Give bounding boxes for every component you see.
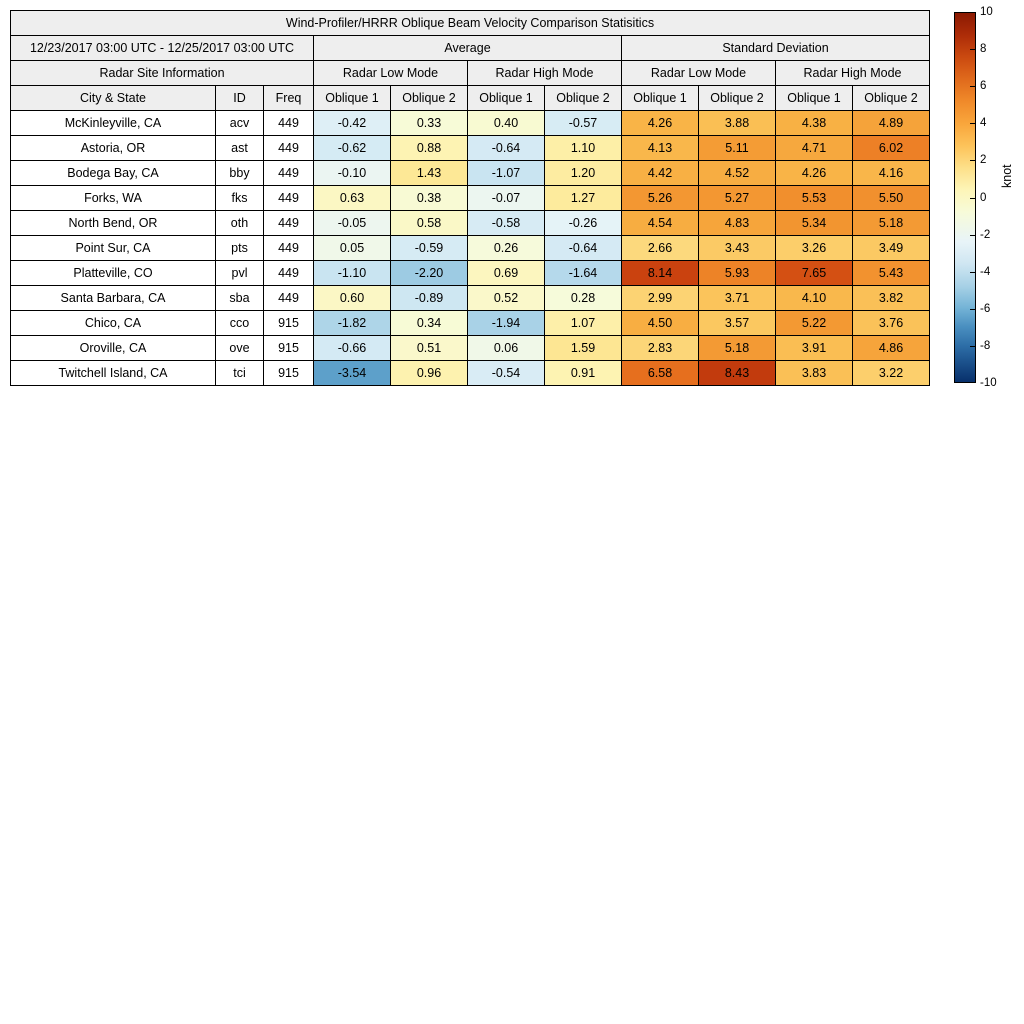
cell-id: acv — [216, 111, 264, 136]
cell-value: 0.51 — [391, 336, 468, 361]
colorbar-label: knot — [1000, 164, 1014, 188]
cell-value: 3.83 — [776, 361, 853, 386]
cell-value: -0.07 — [468, 186, 545, 211]
cell-value: 4.71 — [776, 136, 853, 161]
cell-value: 0.05 — [314, 236, 391, 261]
cell-value: -2.20 — [391, 261, 468, 286]
colorbar-tick-label: -8 — [980, 339, 991, 352]
cell-value: -0.59 — [391, 236, 468, 261]
table-row — [11, 161, 930, 186]
colorbar-tick-label: -6 — [980, 302, 991, 315]
cell-value: 5.18 — [853, 211, 930, 236]
colorbar — [954, 6, 1014, 390]
cell-value: 0.34 — [391, 311, 468, 336]
colorbar-tick-label: 2 — [980, 154, 987, 167]
cell-freq: 449 — [264, 236, 314, 261]
cell-freq: 915 — [264, 361, 314, 386]
table-row — [11, 311, 930, 336]
column-header-avg-high-o2: Oblique 2 — [545, 86, 622, 111]
cell-value: -0.26 — [545, 211, 622, 236]
colorbar-tick-label: 6 — [980, 80, 987, 93]
colorbar-tick-mark — [970, 309, 975, 310]
cell-value: 0.60 — [314, 286, 391, 311]
cell-value: 4.50 — [622, 311, 699, 336]
cell-city: Oroville, CA — [11, 336, 216, 361]
cell-value: 0.69 — [468, 261, 545, 286]
cell-id: ast — [216, 136, 264, 161]
column-header-sd-low-o2: Oblique 2 — [699, 86, 776, 111]
cell-value: 1.20 — [545, 161, 622, 186]
colorbar-tick-label: 8 — [980, 43, 987, 56]
cell-value: 4.26 — [776, 161, 853, 186]
mode-header-sd-low: Radar Low Mode — [622, 61, 776, 86]
cell-value: 2.99 — [622, 286, 699, 311]
cell-value: 0.33 — [391, 111, 468, 136]
colorbar-tick-mark — [970, 272, 975, 273]
cell-id: ove — [216, 336, 264, 361]
cell-value: -0.05 — [314, 211, 391, 236]
cell-value: 0.40 — [468, 111, 545, 136]
cell-value: 5.11 — [699, 136, 776, 161]
table-row — [11, 111, 930, 136]
table-group-header-row — [11, 36, 930, 61]
cell-value: 4.10 — [776, 286, 853, 311]
table-row — [11, 136, 930, 161]
colorbar-tick-mark — [970, 49, 975, 50]
cell-value: -0.62 — [314, 136, 391, 161]
cell-value: -1.82 — [314, 311, 391, 336]
cell-value: 4.52 — [699, 161, 776, 186]
cell-value: -0.66 — [314, 336, 391, 361]
time-period-label: 12/23/2017 03:00 UTC - 12/25/2017 03:00 UTC — [11, 36, 314, 61]
cell-value: -1.10 — [314, 261, 391, 286]
cell-value: 5.27 — [699, 186, 776, 211]
cell-value: 1.07 — [545, 311, 622, 336]
cell-id: fks — [216, 186, 264, 211]
cell-value: 1.43 — [391, 161, 468, 186]
cell-value: -1.07 — [468, 161, 545, 186]
cell-value: 5.43 — [853, 261, 930, 286]
cell-value: 4.42 — [622, 161, 699, 186]
cell-value: 3.22 — [853, 361, 930, 386]
cell-id: oth — [216, 211, 264, 236]
cell-city: Astoria, OR — [11, 136, 216, 161]
cell-freq: 449 — [264, 261, 314, 286]
cell-value: 3.71 — [699, 286, 776, 311]
cell-value: 4.83 — [699, 211, 776, 236]
cell-value: 3.57 — [699, 311, 776, 336]
cell-value: 3.76 — [853, 311, 930, 336]
table-column-header-row — [11, 86, 930, 111]
cell-value: -0.58 — [468, 211, 545, 236]
cell-value: 0.52 — [468, 286, 545, 311]
cell-value: 3.43 — [699, 236, 776, 261]
cell-value: 3.91 — [776, 336, 853, 361]
cell-city: Twitchell Island, CA — [11, 361, 216, 386]
colorbar-tick-mark — [970, 198, 975, 199]
column-header-sd-low-o1: Oblique 1 — [622, 86, 699, 111]
column-header-city: City & State — [11, 86, 216, 111]
column-header-avg-low-o1: Oblique 1 — [314, 86, 391, 111]
cell-freq: 449 — [264, 136, 314, 161]
colorbar-tick-label: -10 — [980, 377, 997, 389]
column-header-avg-low-o2: Oblique 2 — [391, 86, 468, 111]
cell-value: 0.26 — [468, 236, 545, 261]
cell-value: 8.43 — [699, 361, 776, 386]
cell-value: 3.26 — [776, 236, 853, 261]
column-header-id: ID — [216, 86, 264, 111]
colorbar-tick-label: -4 — [980, 265, 991, 278]
cell-value: -0.42 — [314, 111, 391, 136]
cell-value: 6.02 — [853, 136, 930, 161]
colorbar-tick-mark — [970, 235, 975, 236]
cell-value: 0.88 — [391, 136, 468, 161]
cell-value: 4.38 — [776, 111, 853, 136]
cell-city: Bodega Bay, CA — [11, 161, 216, 186]
colorbar-tick-label: -2 — [980, 228, 991, 241]
cell-id: pvl — [216, 261, 264, 286]
colorbar-tick-label: 10 — [980, 6, 993, 18]
column-header-sd-high-o1: Oblique 1 — [776, 86, 853, 111]
colorbar-tick-mark — [970, 123, 975, 124]
cell-value: 5.50 — [853, 186, 930, 211]
cell-value: 4.26 — [622, 111, 699, 136]
cell-value: 2.83 — [622, 336, 699, 361]
mode-header-avg-high: Radar High Mode — [468, 61, 622, 86]
mode-header-avg-low: Radar Low Mode — [314, 61, 468, 86]
cell-value: 7.65 — [776, 261, 853, 286]
cell-id: tci — [216, 361, 264, 386]
cell-value: -0.54 — [468, 361, 545, 386]
table-mode-header-row — [11, 61, 930, 86]
cell-value: 4.16 — [853, 161, 930, 186]
cell-value: 0.58 — [391, 211, 468, 236]
cell-value: 8.14 — [622, 261, 699, 286]
cell-value: -1.94 — [468, 311, 545, 336]
cell-value: 5.34 — [776, 211, 853, 236]
cell-value: 5.18 — [699, 336, 776, 361]
cell-city: North Bend, OR — [11, 211, 216, 236]
table-title-row — [11, 11, 930, 36]
cell-value: -3.54 — [314, 361, 391, 386]
cell-value: 4.86 — [853, 336, 930, 361]
cell-value: 5.26 — [622, 186, 699, 211]
cell-value: -0.57 — [545, 111, 622, 136]
cell-freq: 449 — [264, 161, 314, 186]
cell-value: 0.91 — [545, 361, 622, 386]
group-header-average: Average — [314, 36, 622, 61]
cell-value: 3.82 — [853, 286, 930, 311]
cell-id: cco — [216, 311, 264, 336]
cell-value: -0.89 — [391, 286, 468, 311]
table-row — [11, 336, 930, 361]
colorbar-tick-mark — [970, 86, 975, 87]
colorbar-tick-mark — [970, 160, 975, 161]
mode-header-sd-high: Radar High Mode — [776, 61, 930, 86]
cell-value: 3.49 — [853, 236, 930, 261]
cell-city: Chico, CA — [11, 311, 216, 336]
cell-freq: 915 — [264, 336, 314, 361]
cell-freq: 915 — [264, 311, 314, 336]
cell-value: 0.63 — [314, 186, 391, 211]
colorbar-tick-mark — [970, 346, 975, 347]
table-row — [11, 186, 930, 211]
statistics-table — [10, 10, 930, 386]
cell-value: 5.93 — [699, 261, 776, 286]
cell-freq: 449 — [264, 186, 314, 211]
table-row — [11, 361, 930, 386]
table-row — [11, 286, 930, 311]
table-row — [11, 211, 930, 236]
cell-value: -1.64 — [545, 261, 622, 286]
cell-id: bby — [216, 161, 264, 186]
group-header-site-info: Radar Site Information — [11, 61, 314, 86]
cell-value: 4.13 — [622, 136, 699, 161]
cell-freq: 449 — [264, 111, 314, 136]
cell-id: pts — [216, 236, 264, 261]
cell-city: Forks, WA — [11, 186, 216, 211]
cell-value: 1.10 — [545, 136, 622, 161]
cell-id: sba — [216, 286, 264, 311]
cell-value: 1.59 — [545, 336, 622, 361]
cell-value: 5.53 — [776, 186, 853, 211]
cell-city: Santa Barbara, CA — [11, 286, 216, 311]
colorbar-tick-mark — [970, 12, 975, 13]
cell-value: 6.58 — [622, 361, 699, 386]
cell-value: 0.38 — [391, 186, 468, 211]
cell-freq: 449 — [264, 211, 314, 236]
column-header-freq: Freq — [264, 86, 314, 111]
cell-value: 3.88 — [699, 111, 776, 136]
colorbar-tick-label: 4 — [980, 117, 987, 130]
cell-value: 1.27 — [545, 186, 622, 211]
cell-value: 2.66 — [622, 236, 699, 261]
colorbar-tick-label: 0 — [980, 191, 987, 204]
column-header-sd-high-o2: Oblique 2 — [853, 86, 930, 111]
cell-value: 4.89 — [853, 111, 930, 136]
cell-city: Point Sur, CA — [11, 236, 216, 261]
cell-value: -0.64 — [468, 136, 545, 161]
column-header-avg-high-o1: Oblique 1 — [468, 86, 545, 111]
cell-value: 4.54 — [622, 211, 699, 236]
cell-city: McKinleyville, CA — [11, 111, 216, 136]
table-row — [11, 261, 930, 286]
page-title: Wind-Profiler/HRRR Oblique Beam Velocity Comparison Statisitics — [11, 11, 930, 36]
group-header-stddev: Standard Deviation — [622, 36, 930, 61]
cell-value: -0.64 — [545, 236, 622, 261]
cell-city: Platteville, CO — [11, 261, 216, 286]
cell-value: 0.06 — [468, 336, 545, 361]
cell-value: 0.96 — [391, 361, 468, 386]
colorbar-tick-mark — [970, 382, 975, 383]
table-row — [11, 236, 930, 261]
cell-value: -0.10 — [314, 161, 391, 186]
cell-value: 0.28 — [545, 286, 622, 311]
cell-value: 5.22 — [776, 311, 853, 336]
cell-freq: 449 — [264, 286, 314, 311]
